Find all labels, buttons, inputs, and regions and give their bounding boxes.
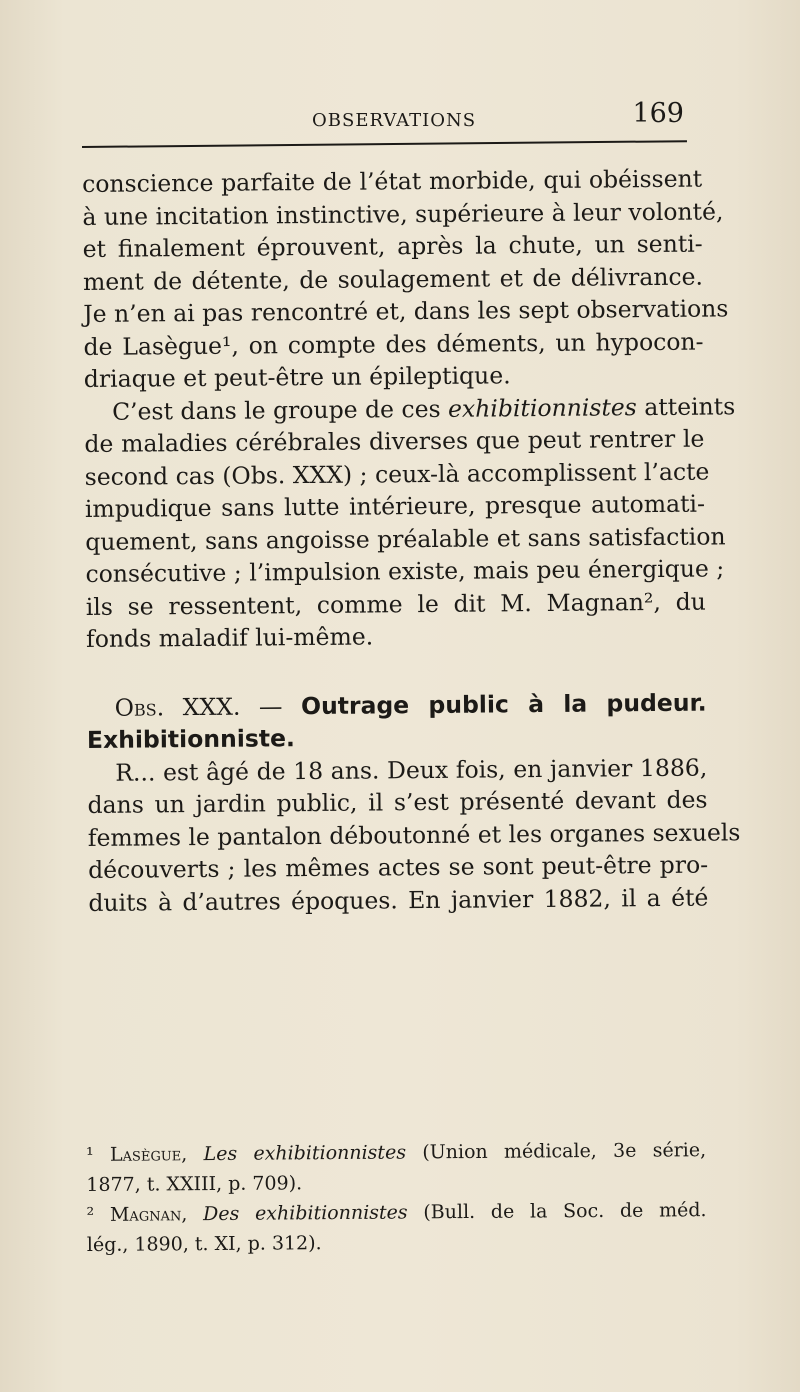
footnote-title: Les exhibitionnistes — [203, 1141, 407, 1166]
body-line: de maladies cérébrales diverses que peut rentrer le — [84, 424, 705, 458]
body-line: ment de détente, de soulagement et de délivrance. — [82, 262, 704, 296]
body-line: quement, sans angoisse préalable et sans satisfaction — [85, 521, 726, 556]
footnote-title: Des exhibitionnistes — [202, 1201, 408, 1226]
body-line: conscience parfaite de l’état morbide, qui obéissent — [82, 164, 703, 198]
body-line: consécutive ; l’impulsion existe, mais peu énergique ; — [85, 554, 725, 588]
footnote-separator: , — [181, 1143, 204, 1166]
footnote-marker: ² — [86, 1203, 111, 1226]
body-text-run: atteints — [636, 391, 736, 421]
body-line: dans un jardin public, il s’est présenté devant des — [87, 785, 708, 819]
paragraph-first-line — [84, 390, 736, 428]
footnote-2-continuation: lég., 1890, t. XI, p. 312). — [86, 1232, 322, 1256]
section-gap — [86, 650, 706, 691]
footnote-1 — [86, 1135, 706, 1170]
body-line: fonds maladif lui-même. — [85, 622, 374, 653]
observation-dash: — — [240, 691, 302, 721]
body-text — [82, 163, 741, 919]
footnote-separator: , — [181, 1203, 204, 1226]
observation-heading — [87, 686, 707, 724]
body-line: R... est âgé de 18 ans. Deux fois, en janvier 1886, — [115, 753, 708, 787]
footnote-1-continuation: 1877, t. XXIII, p. 709). — [86, 1172, 303, 1196]
body-line: second cas (Obs. XXX) ; ceux-là accomplissent l’acte — [84, 457, 710, 491]
observation-label: Obs. XXX. — [114, 692, 241, 722]
body-line: ils se ressentent, comme le dit M. Magnan², du — [85, 587, 706, 621]
body-text-run: C’est dans le groupe de ces — [112, 394, 449, 426]
body-line: impudique sans lutte intérieure, presque automati- — [84, 489, 706, 523]
footnotes — [86, 1135, 707, 1260]
body-line: à une incitation instinctive, supérieure à leur volonté, — [82, 196, 724, 231]
body-line: driaque et peut-être un épileptique. — [83, 361, 511, 393]
footnote-author: Lasègue — [109, 1143, 182, 1166]
page-header — [82, 98, 690, 138]
footnote-marker: ¹ — [86, 1143, 111, 1166]
body-line: et finalement éprouvent, après la chute, un senti- — [82, 229, 703, 263]
running-title: OBSERVATIONS — [312, 110, 477, 131]
header-rule — [82, 140, 687, 148]
footnote-author: Magnan — [109, 1203, 182, 1226]
observation-title: Outrage public à la pudeur. — [300, 688, 707, 720]
footnote-2 — [86, 1195, 706, 1230]
body-line: de Lasègue¹, on compte des déments, un hypocon- — [83, 327, 704, 361]
body-line: duits à d’autres époques. En janvier 1882, il a été — [88, 883, 709, 917]
emphasis-text: exhibitionnistes — [447, 392, 637, 423]
body-line: femmes le pantalon déboutonné et les organes sexuels — [87, 817, 741, 852]
footnote-reference: (Bull. de la Soc. de méd. — [407, 1199, 707, 1224]
page-number: 169 — [632, 98, 684, 129]
footnote-reference: (Union médicale, 3e série, — [405, 1139, 707, 1164]
body-line: Je n’en ai pas rencontré et, dans les sept observations — [83, 294, 729, 328]
body-line: découverts ; les mêmes actes se sont peut-être pro- — [88, 850, 709, 884]
observation-subtitle: Exhibitionniste. — [86, 724, 296, 754]
